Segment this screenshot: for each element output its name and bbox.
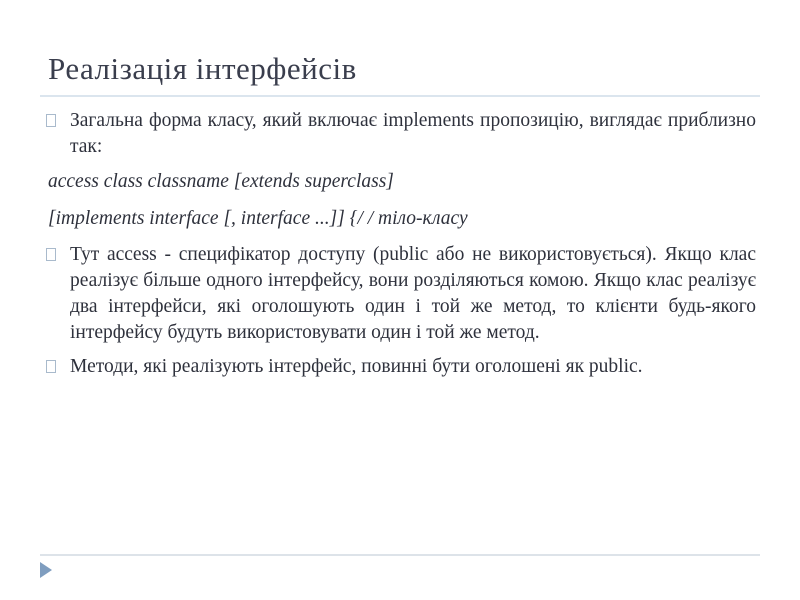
square-bullet-icon: [46, 248, 56, 261]
bullet-text: Методи, які реалізують інтерфейс, повинні бути оголошені як public.: [70, 356, 643, 377]
code-line: access class classname [extends superclass]: [48, 171, 394, 192]
bullet-item: [48, 354, 756, 380]
bullet-text: Тут access - специфікатор доступу (public або не використовується). Якщо клас реалізує більше одного інтерфейсу, вони розділяються комою. Якщо клас реалізує два інтерфейси, які оголошують один і той же метод, то клієнти будь-якого інтерфейсу будуть використовувати один і той же метод.: [70, 244, 756, 343]
bullet-item: [48, 242, 756, 346]
square-bullet-icon: [46, 114, 56, 127]
footer-triangle-icon: [40, 562, 52, 578]
bullet-item: [48, 108, 756, 160]
slide-body: [48, 108, 756, 380]
page-title: Реалізація інтерфейсів: [48, 51, 357, 86]
bullet-text: Загальна форма класу, який включає implements пропозицію, виглядає приблизно так:: [70, 110, 756, 157]
footer-divider: [40, 554, 760, 556]
square-bullet-icon: [46, 360, 56, 373]
code-line: [implements interface [, interface ...]] {/ / тіло-класу: [48, 208, 468, 229]
title-divider: [40, 95, 760, 97]
title-block: [40, 50, 760, 97]
